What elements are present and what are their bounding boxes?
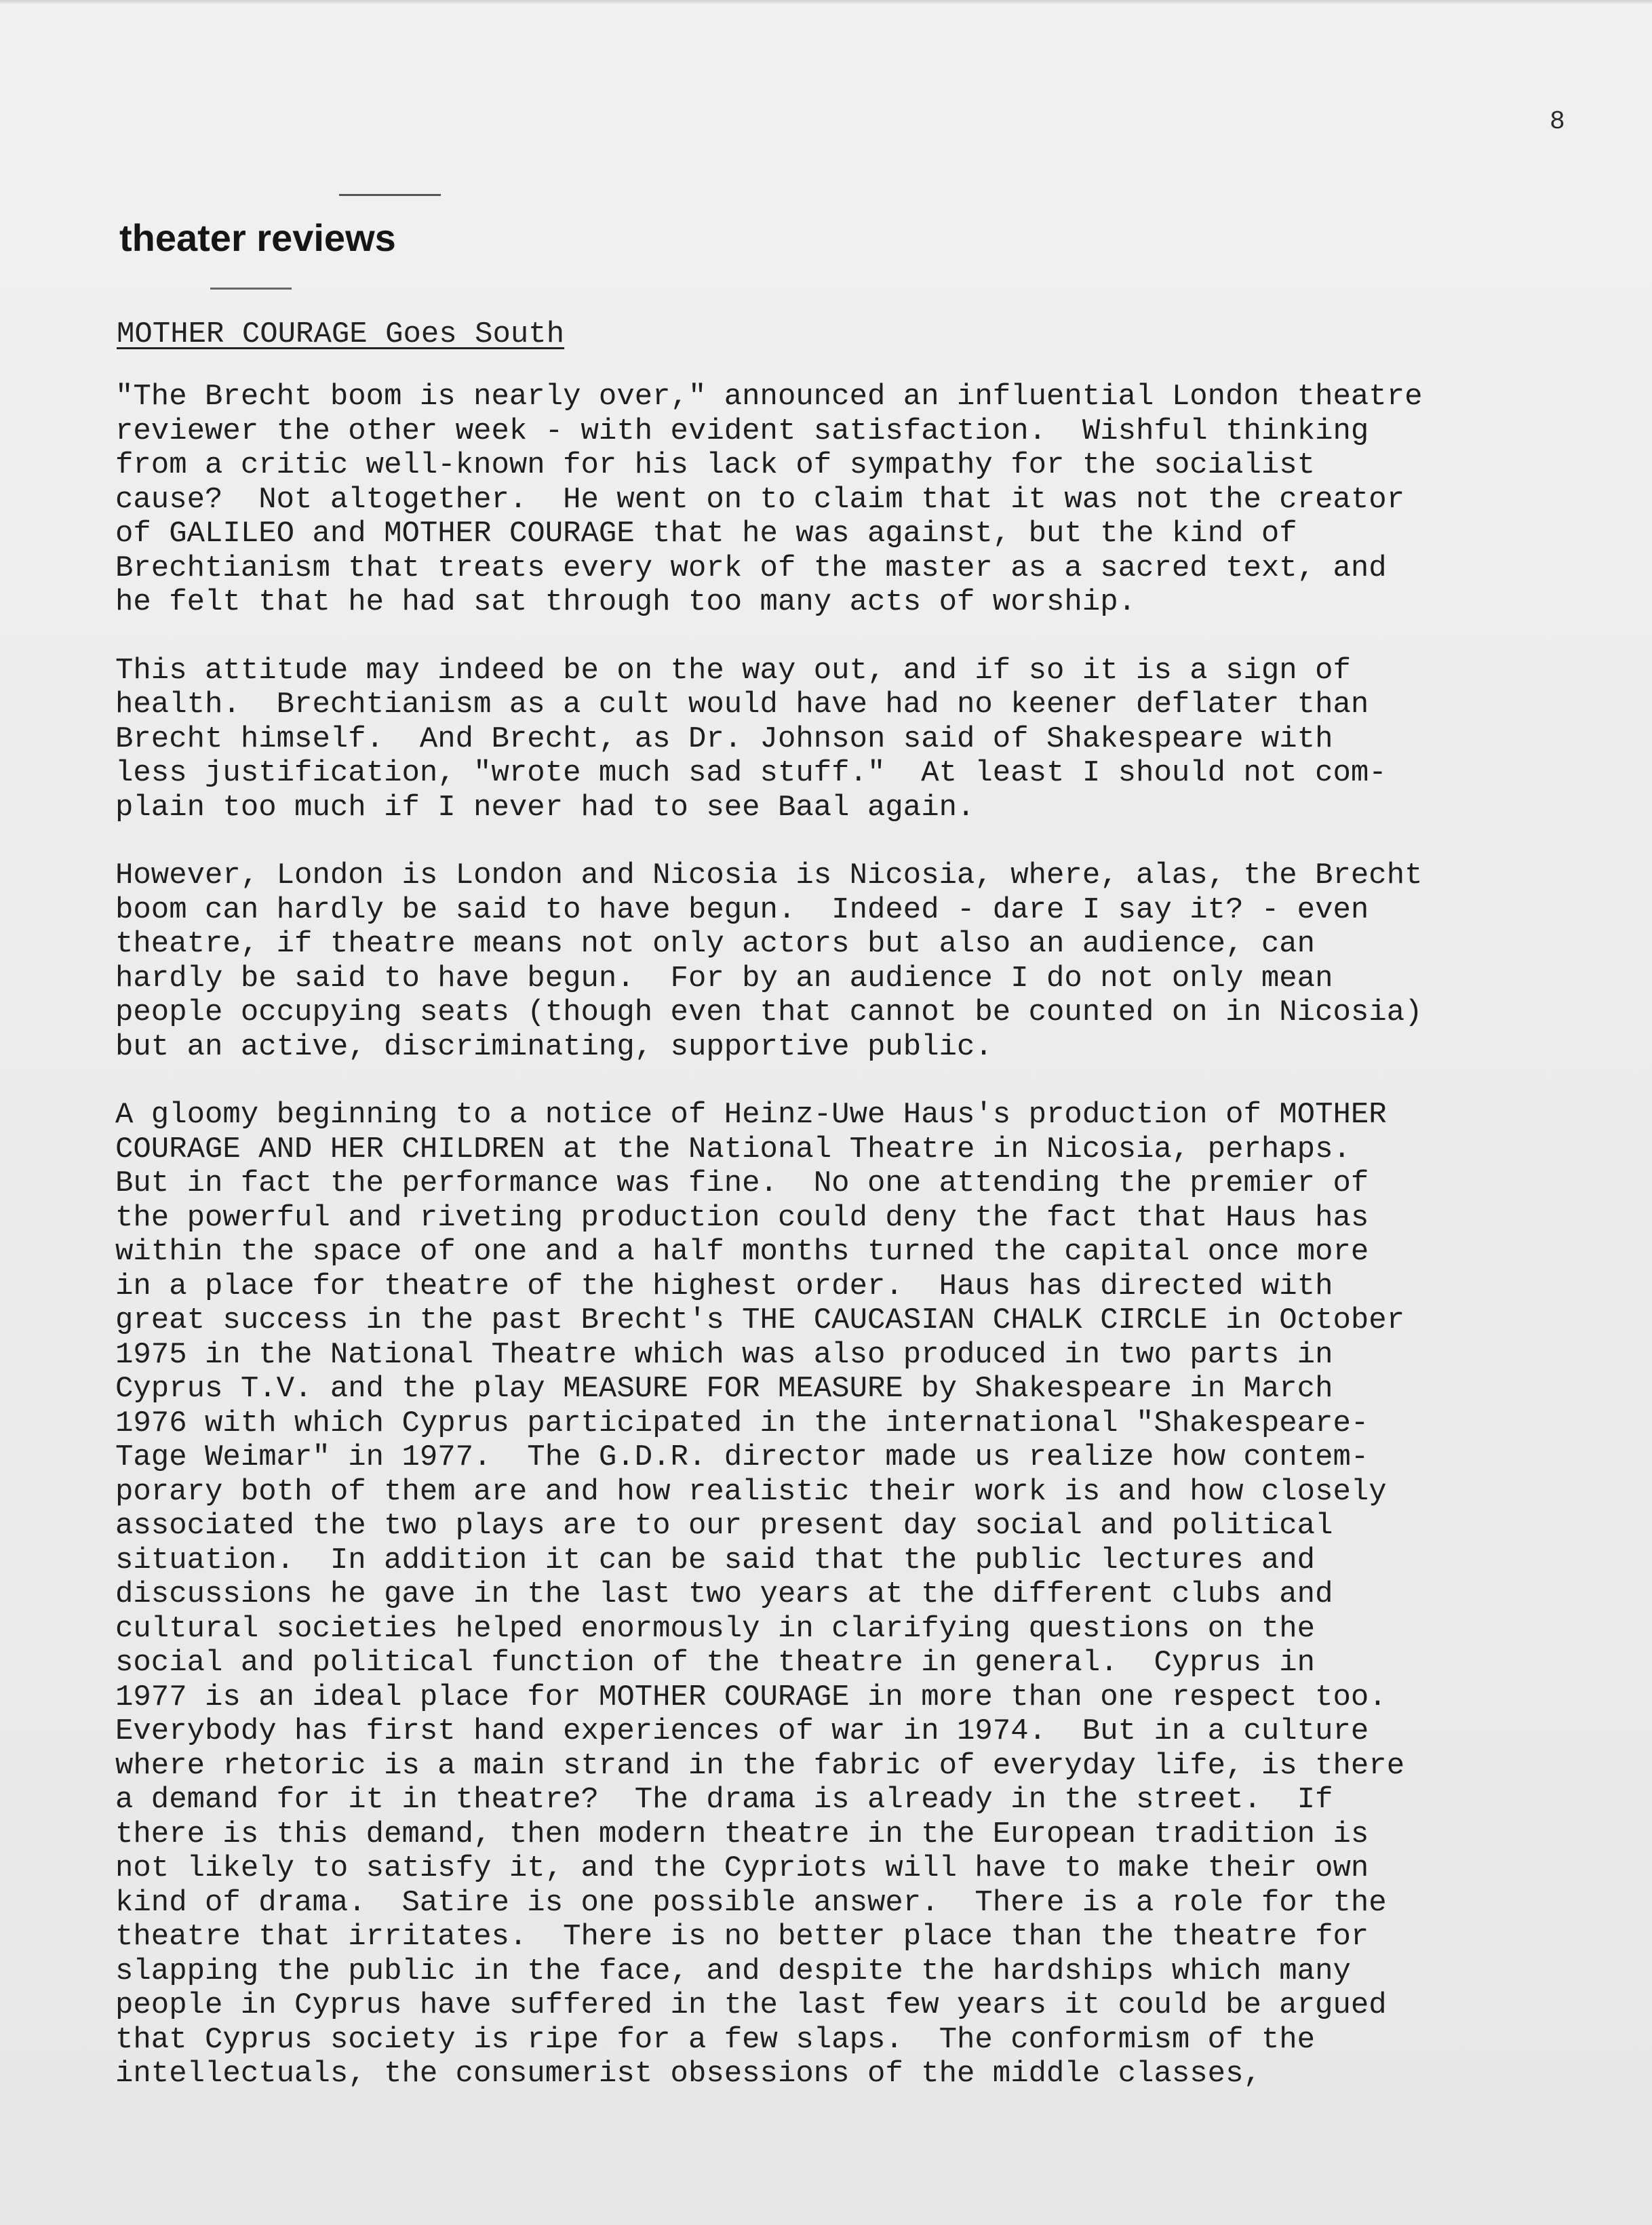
- text-line: Tage Weimar" in 1977. The G.D.R. director made us realize how contem-: [115, 1440, 1369, 1474]
- text-line: that Cyprus society is ripe for a few slaps. The conformism of the: [115, 2022, 1316, 2057]
- text-line: there is this demand, then modern theatre in the European tradition is: [115, 1817, 1369, 1851]
- text-line: intellectuals, the consumerist obsessions of the middle classes,: [115, 2057, 1261, 2091]
- text-line: This attitude may indeed be on the way out, and if so it is a sign of: [115, 653, 1351, 688]
- text-line: a demand for it in theatre? The drama is already in the street. If: [115, 1783, 1333, 1817]
- text-line: slapping the public in the face, and despite the hardships which many: [115, 1954, 1351, 1988]
- text-line: within the space of one and a half months turned the capital once more: [115, 1235, 1369, 1269]
- text-line: boom can hardly be said to have begun. Indeed - dare I say it? - even: [115, 892, 1369, 927]
- scan-top-edge: [0, 0, 1652, 4]
- article-title: MOTHER COURAGE Goes South: [117, 317, 565, 351]
- heading-rule-bottom: [210, 288, 292, 290]
- text-line: where rhetoric is a main strand in the fabric of everyday life, is there: [115, 1748, 1405, 1783]
- text-line: 1975 in the National Theatre which was also produced in two parts in: [115, 1337, 1333, 1372]
- page-number: 8: [1550, 107, 1565, 136]
- text-line: Brecht himself. And Brecht, as Dr. Johnson said of Shakespeare with: [115, 722, 1333, 756]
- text-line: great success in the past Brecht's THE CAUCASIAN CHALK CIRCLE in October: [115, 1303, 1405, 1337]
- text-line: But in fact the performance was fine. No one attending the premier of: [115, 1166, 1369, 1200]
- text-line: porary both of them are and how realistic their work is and how closely: [115, 1474, 1387, 1509]
- article-paragraph: [115, 859, 1634, 1064]
- article-paragraph: [115, 380, 1634, 620]
- text-line: the powerful and riveting production could deny the fact that Haus has: [115, 1200, 1369, 1235]
- heading-rule-top: [339, 194, 441, 196]
- text-line: social and political function of the theatre in general. Cyprus in: [115, 1646, 1316, 1680]
- text-line: However, London is London and Nicosia is Nicosia, where, alas, the Brecht: [115, 859, 1423, 892]
- text-line: he felt that he had sat through too many acts of worship.: [115, 585, 1137, 619]
- text-line: A gloomy beginning to a notice of Heinz-Uwe Haus's production of MOTHER: [115, 1098, 1387, 1132]
- text-line: COURAGE AND HER CHILDREN at the National Theatre in Nicosia, perhaps.: [115, 1132, 1351, 1166]
- article-body: [115, 380, 1634, 2125]
- text-line: in a place for theatre of the highest order. Haus has directed with: [115, 1269, 1333, 1303]
- text-line: not likely to satisfy it, and the Cypriots will have to make their own: [115, 1851, 1369, 1885]
- text-line: Brechtianism that treats every work of the master as a sacred text, and: [115, 551, 1387, 585]
- text-line: "The Brecht boom is nearly over," announced an influential London theatre: [115, 380, 1423, 414]
- text-line: 1976 with which Cyprus participated in the international "Shakespeare-: [115, 1406, 1369, 1440]
- text-line: health. Brechtianism as a cult would have had no keener deflater than: [115, 688, 1369, 722]
- text-line: 1977 is an ideal place for MOTHER COURAGE in more than one respect too.: [115, 1680, 1387, 1714]
- text-line: people in Cyprus have suffered in the last few years it could be argued: [115, 1988, 1387, 2022]
- text-line: situation. In addition it can be said that the public lectures and: [115, 1543, 1316, 1577]
- text-line: theatre that irritates. There is no better place than the theatre for: [115, 1920, 1369, 1954]
- text-line: of GALILEO and MOTHER COURAGE that he was against, but the kind of: [115, 517, 1297, 551]
- text-line: associated the two plays are to our present day social and political: [115, 1509, 1333, 1543]
- text-line: hardly be said to have begun. For by an audience I do not only mean: [115, 961, 1333, 996]
- article-paragraph: [115, 654, 1634, 825]
- text-line: from a critic well-known for his lack of sympathy for the socialist: [115, 448, 1316, 482]
- text-line: theatre, if theatre means not only actors but also an audience, can: [115, 927, 1316, 961]
- text-line: cultural societies helped enormously in clarifying questions on the: [115, 1611, 1316, 1646]
- text-line: plain too much if I never had to see Baal again.: [115, 790, 975, 825]
- text-line: cause? Not altogether. He went on to claim that it was not the creator: [115, 482, 1405, 517]
- text-line: Cyprus T.V. and the play MEASURE FOR MEASURE by Shakespeare in March: [115, 1372, 1333, 1406]
- text-line: discussions he gave in the last two years at the different clubs and: [115, 1577, 1333, 1611]
- section-heading: theater reviews: [119, 216, 396, 259]
- text-line: Everybody has first hand experiences of war in 1974. But in a culture: [115, 1714, 1369, 1748]
- text-line: people occupying seats (though even that cannot be counted on in Nicosia): [115, 996, 1423, 1029]
- article-paragraph: [115, 1098, 1634, 2091]
- text-line: reviewer the other week - with evident satisfaction. Wishful thinking: [115, 414, 1369, 448]
- text-line: less justification, "wrote much sad stuff." At least I should not com-: [115, 756, 1387, 790]
- text-line: but an active, discriminating, supportive public.: [115, 1029, 993, 1064]
- text-line: kind of drama. Satire is one possible answer. There is a role for the: [115, 1885, 1387, 1920]
